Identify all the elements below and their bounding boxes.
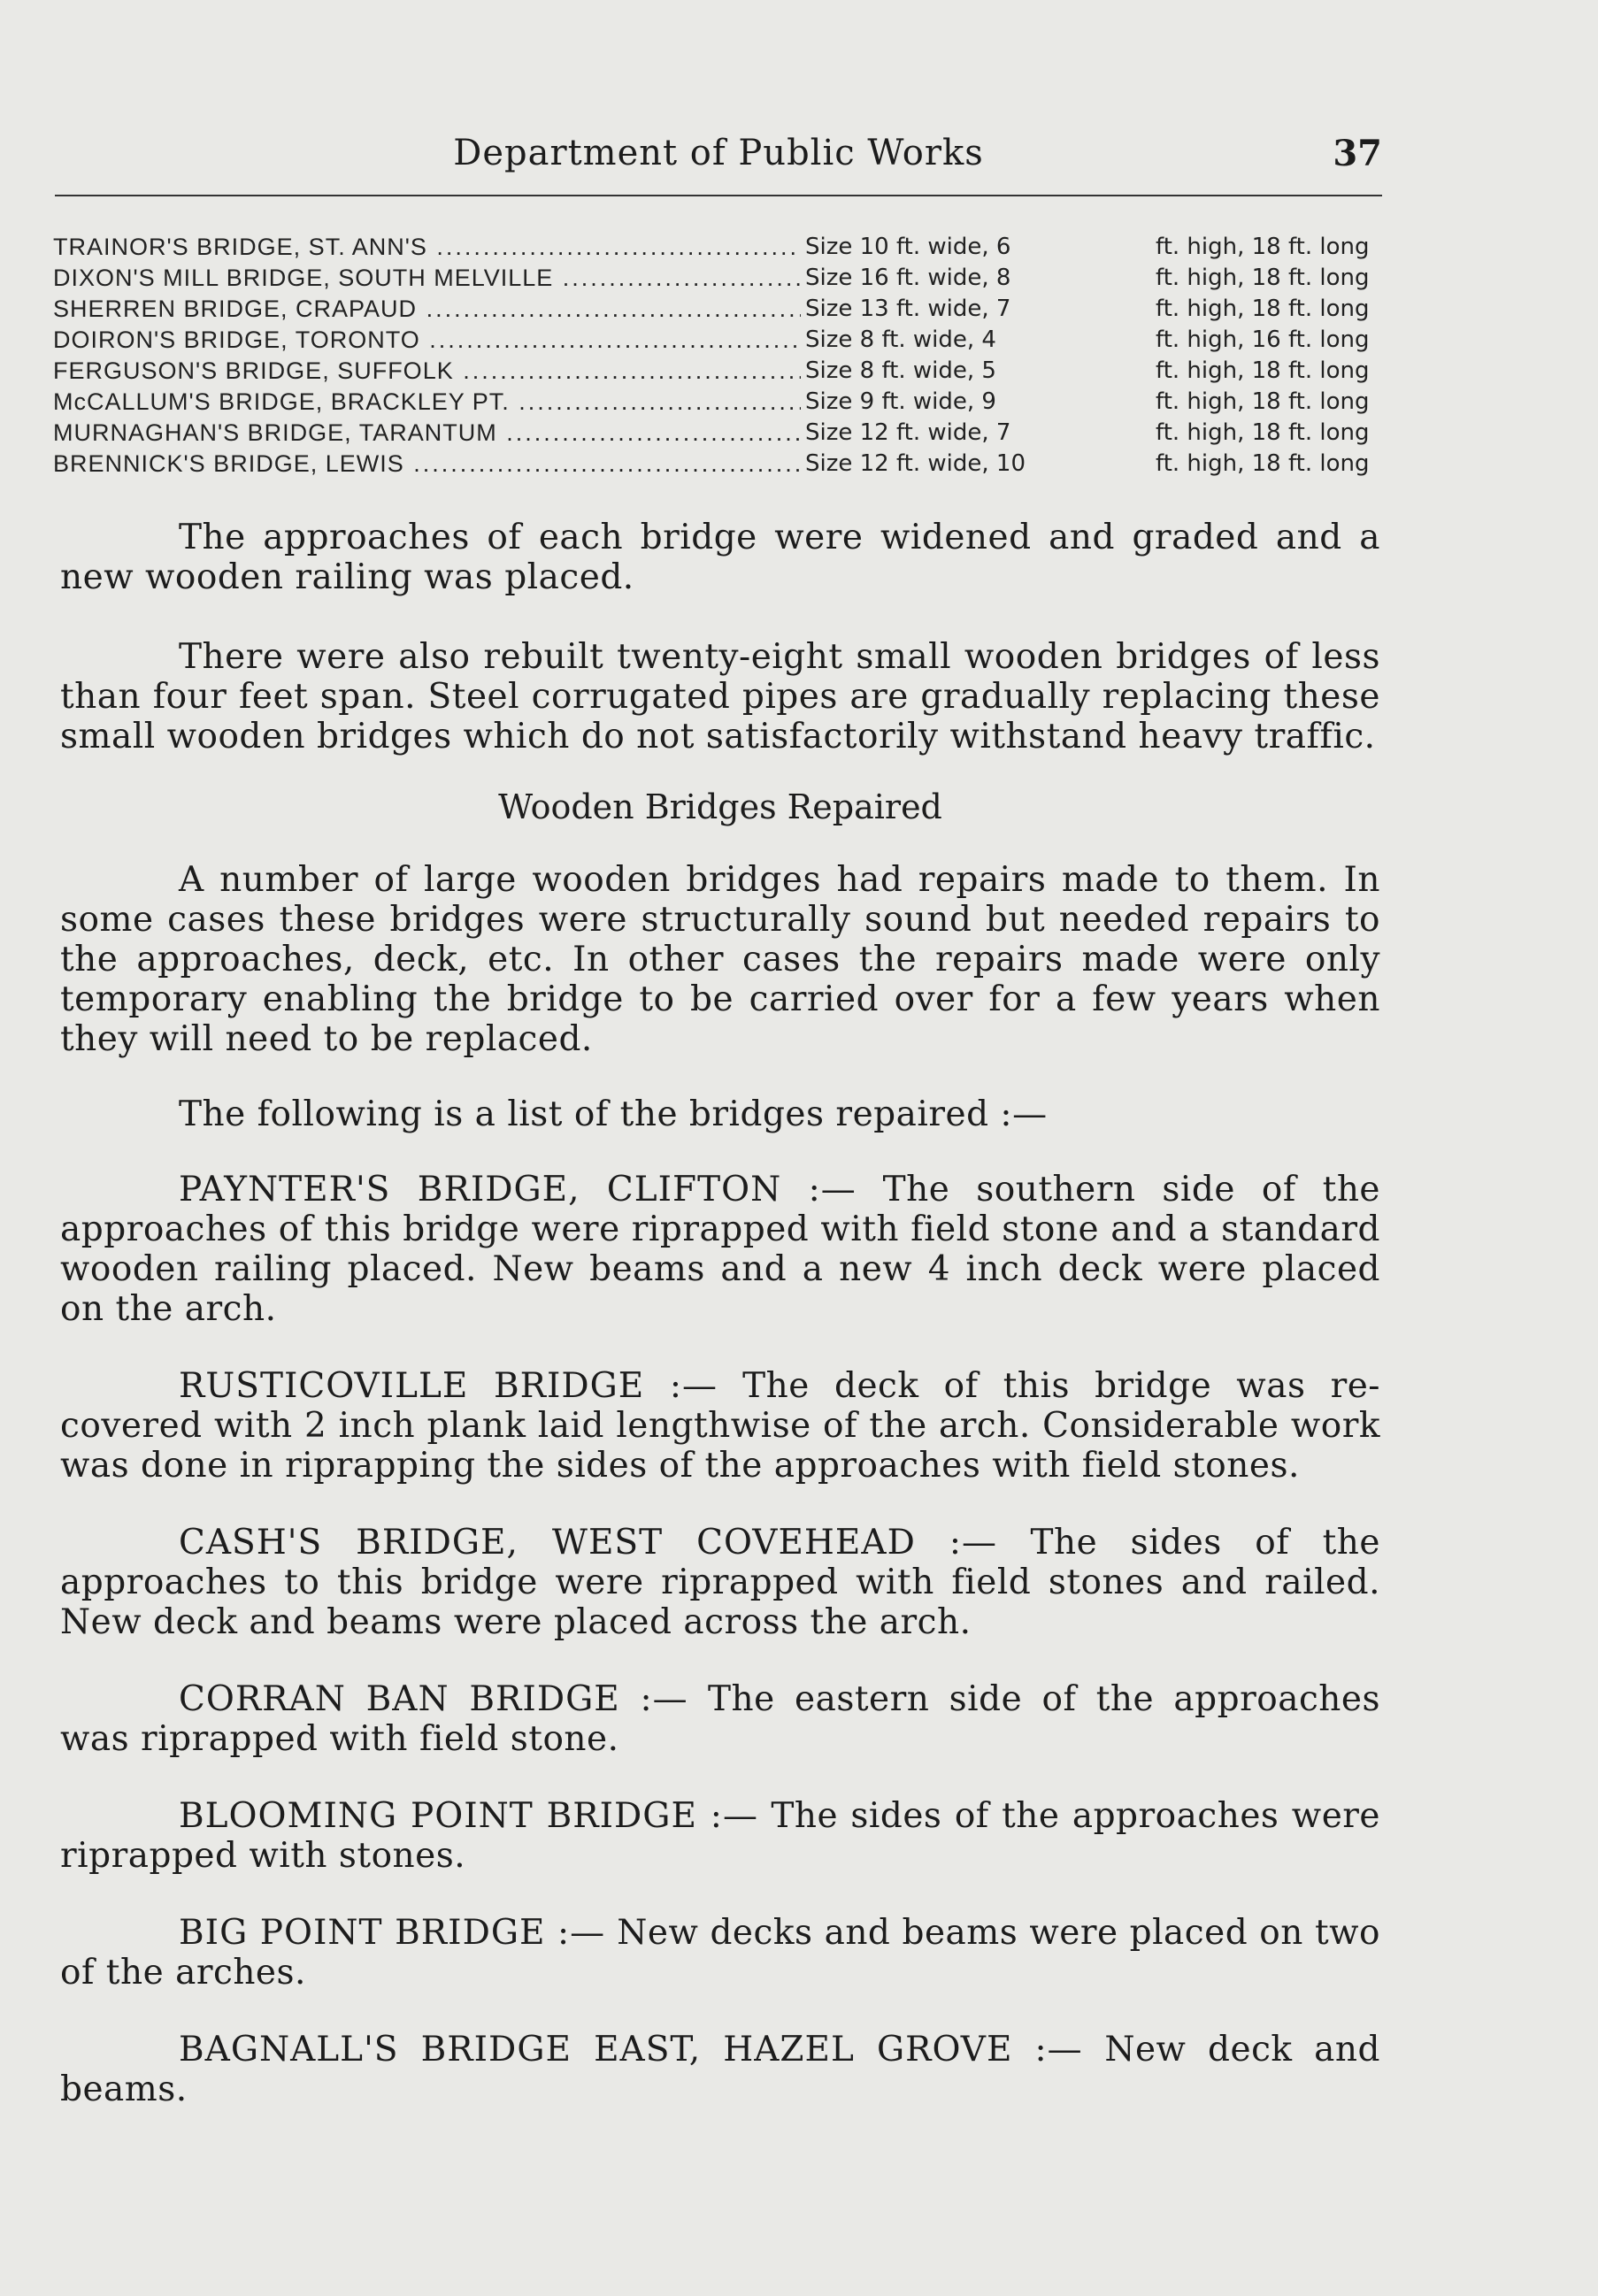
bridge-size: Size 10 ft. wide, 6 (805, 234, 1011, 260)
repaired-bridge-label: BIG POINT BRIDGE :— (179, 1913, 606, 1953)
bridge-dimensions: ft. high, 18 ft. long (1156, 234, 1370, 260)
list-item (53, 232, 1385, 263)
bridge-name: DOIRON'S BRIDGE, TORONTO ..... (53, 325, 801, 356)
list-item (53, 387, 1385, 418)
list-item (53, 325, 1385, 356)
repaired-bridge-item (60, 1170, 1380, 1329)
bridge-dimensions: ft. high, 18 ft. long (1156, 450, 1370, 477)
repaired-bridge-item (60, 1679, 1380, 1759)
bridge-size: Size 12 ft. wide, 10 (805, 450, 1026, 477)
bridge-size: Size 12 ft. wide, 7 (805, 419, 1011, 446)
bridge-size: Size 16 ft. wide, 8 (805, 265, 1011, 291)
paragraph-repairs: A number of large wooden bridges had repairs made to them. In some cases these bridges were structurally sound but needed repairs to the approaches, deck, etc. In other cases the repairs made were only temporary enabling the bridge to be carried over for a few years when they will need to be replaced. (60, 860, 1380, 1059)
bridge-size: Size 8 ft. wide, 4 (805, 326, 996, 353)
bridge-dimensions: ft. high, 16 ft. long (1156, 326, 1370, 353)
repaired-bridge-item (60, 1796, 1380, 1876)
bridge-name: FERGUSON'S BRIDGE, SUFFOLK ..... (53, 356, 801, 387)
running-title: Department of Public Works (453, 133, 984, 173)
list-item (53, 356, 1385, 387)
bridge-name: MURNAGHAN'S BRIDGE, TARANTUM ..... (53, 418, 801, 449)
bridge-name: McCALLUM'S BRIDGE, BRACKLEY PT. ..... (53, 387, 801, 418)
repaired-bridge-text: The deck of this bridge was re-covered with 2 inch plank laid lengthwise of the arch. Considerable work was done in riprapping the sides of the approaches with field stones. (60, 1366, 1380, 1486)
section-heading: Wooden Bridges Repaired (498, 787, 942, 826)
bridge-name: DIXON'S MILL BRIDGE, SOUTH MELVILLE ..... (53, 263, 801, 294)
paragraph-list-intro: The following is a list of the bridges repaired :— (179, 1094, 1048, 1134)
repaired-bridge-item (60, 2030, 1380, 2109)
header-rule (55, 195, 1382, 196)
page-header (55, 133, 1382, 186)
list-item (53, 449, 1385, 480)
repaired-bridge-label: BLOOMING POINT BRIDGE :— (179, 1796, 758, 1836)
bridge-name: SHERREN BRIDGE, CRAPAUD ..... (53, 294, 801, 325)
repaired-bridge-text: The sides of the approaches were riprapped with stones. (60, 1796, 1380, 1876)
bridge-name: TRAINOR'S BRIDGE, ST. ANN'S ..... (53, 232, 801, 263)
list-item (53, 263, 1385, 294)
repaired-bridge-label: PAYNTER'S BRIDGE, CLIFTON :— (179, 1170, 857, 1209)
bridge-size: Size 9 ft. wide, 9 (805, 388, 996, 415)
body-text (60, 518, 1380, 2146)
paragraph-rebuilt: There were also rebuilt twenty-eight small wooden bridges of less than four feet span. Steel corrugated pipes are gradually replacing these small wooden bridges which do not satisfactorily withstand heavy traffic. (60, 637, 1380, 756)
bridge-size: Size 8 ft. wide, 5 (805, 357, 996, 384)
repaired-bridge-text: New decks and beams were placed on two of the arches. (60, 1913, 1380, 1993)
repaired-bridge-item (60, 1366, 1380, 1486)
bridge-dimensions: ft. high, 18 ft. long (1156, 419, 1370, 446)
new-bridges-list (53, 232, 1385, 480)
list-item (53, 418, 1385, 449)
page-number: 37 (1333, 133, 1382, 174)
repaired-bridge-item (60, 1913, 1380, 1993)
repaired-bridge-text: The southern side of the approaches of this bridge were riprapped with field stone and a standard wooden railing placed. New beams and a new 4 inch deck were placed on the arch. (60, 1170, 1381, 1329)
repaired-bridge-label: BAGNALL'S BRIDGE EAST, HAZEL GROVE :— (179, 2030, 1083, 2069)
bridge-dimensions: ft. high, 18 ft. long (1156, 265, 1370, 291)
repaired-bridge-label: RUSTICOVILLE BRIDGE :— (179, 1366, 718, 1406)
repaired-bridge-item (60, 1523, 1380, 1642)
repaired-bridge-label: CASH'S BRIDGE, WEST COVEHEAD :— (179, 1523, 997, 1563)
repaired-bridge-text: New deck and beams. (60, 2030, 1380, 2109)
repaired-bridge-text: The eastern side of the approaches was riprapped with field stone. (60, 1679, 1381, 1759)
bridge-name: BRENNICK'S BRIDGE, LEWIS ..... (53, 449, 801, 480)
bridge-dimensions: ft. high, 18 ft. long (1156, 357, 1370, 384)
bridge-size: Size 13 ft. wide, 7 (805, 296, 1011, 322)
repaired-bridge-text: The sides of the approaches to this bridge were riprapped with field stones and railed. New deck and beams were placed across the arch. (60, 1523, 1380, 1642)
bridge-dimensions: ft. high, 18 ft. long (1156, 388, 1370, 415)
bridge-dimensions: ft. high, 18 ft. long (1156, 296, 1370, 322)
list-item (53, 294, 1385, 325)
repaired-bridge-label: CORRAN BAN BRIDGE :— (179, 1679, 688, 1719)
paragraph-approaches: The approaches of each bridge were widened and graded and a new wooden railing was placed. (60, 518, 1380, 597)
